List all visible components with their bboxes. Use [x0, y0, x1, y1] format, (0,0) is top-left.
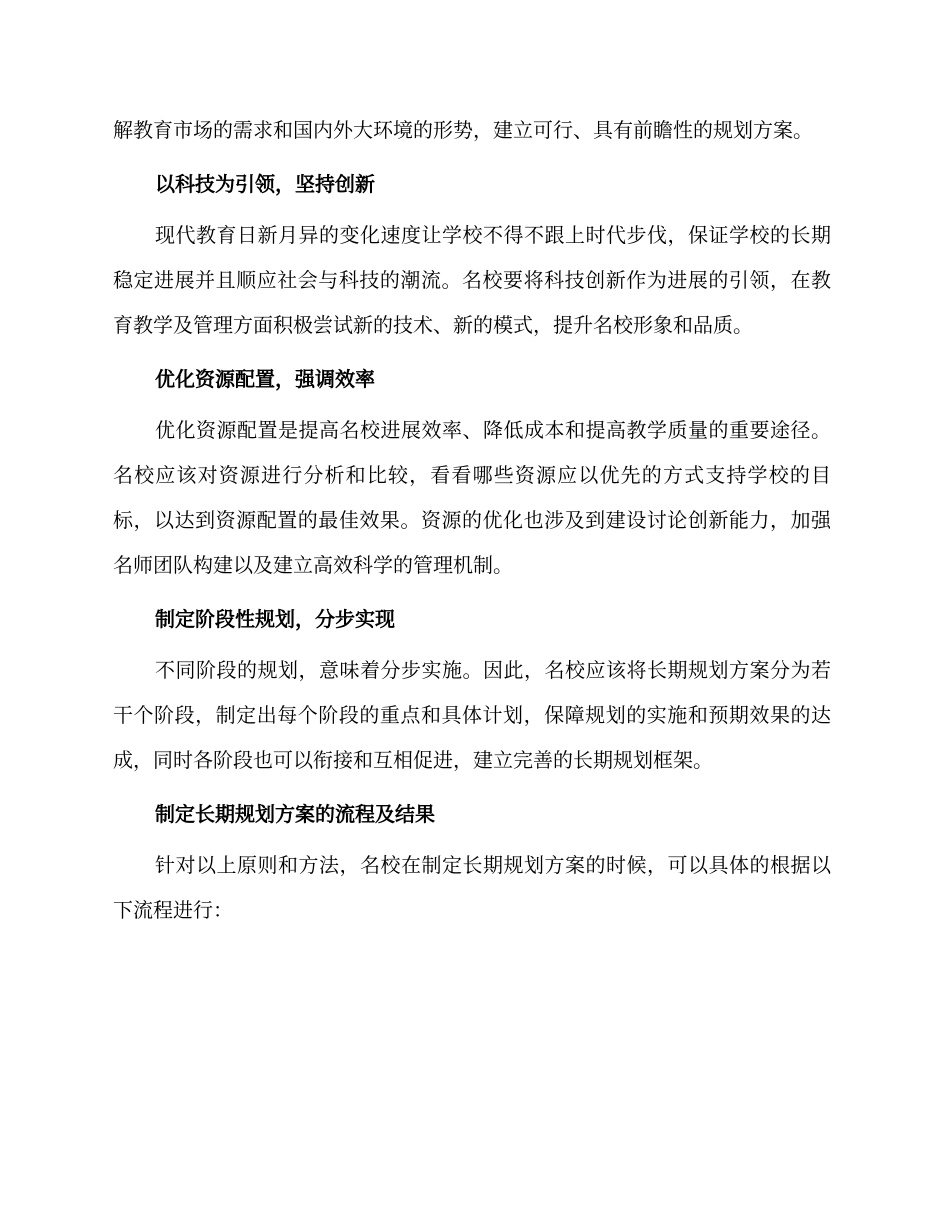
paragraph-planning-process: 针对以上原则和方法，名校在制定长期规划方案的时候，可以具体的根据以下流程进行：	[113, 853, 831, 922]
section-heading-tech-innovation: 以科技为引领，坚持创新	[155, 172, 375, 196]
section-heading-resource-optimization: 优化资源配置，强调效率	[155, 367, 375, 391]
paragraph-tech-innovation: 现代教育日新月异的变化速度让学校不得不跟上时代步伐，保证学校的长期稳定进展并且顺应社会与科技的潮流。名校要将科技创新作为进展的引领，在教育教学及管理方面积极尝试新的技术、新的模式，提升名校形象和品质。	[113, 223, 831, 337]
paragraph-phased-planning: 不同阶段的规划，意味着分步实施。因此，名校应该将长期规划方案分为若干个阶段，制定出每个阶段的重点和具体计划，保障规划的实施和预期效果的达成，同时各阶段也可以衔接和互相促进，建立完善的长期规划框架。	[113, 658, 831, 772]
section-heading-phased-planning: 制定阶段性规划，分步实现	[155, 607, 395, 631]
section-heading-planning-process: 制定长期规划方案的流程及结果	[155, 802, 435, 826]
paragraph-resource-optimization: 优化资源配置是提高名校进展效率、降低成本和提高教学质量的重要途径。名校应该对资源进行分析和比较，看看哪些资源应以优先的方式支持学校的目标，以达到资源配置的最佳效果。资源的优化也涉及到建设讨论创新能力，加强名师团队构建以及建立高效科学的管理机制。	[113, 418, 831, 577]
document-page	[113, 108, 831, 933]
paragraph-intro-continued: 解教育市场的需求和国内外大环境的形势，建立可行、具有前瞻性的规划方案。	[113, 118, 813, 142]
